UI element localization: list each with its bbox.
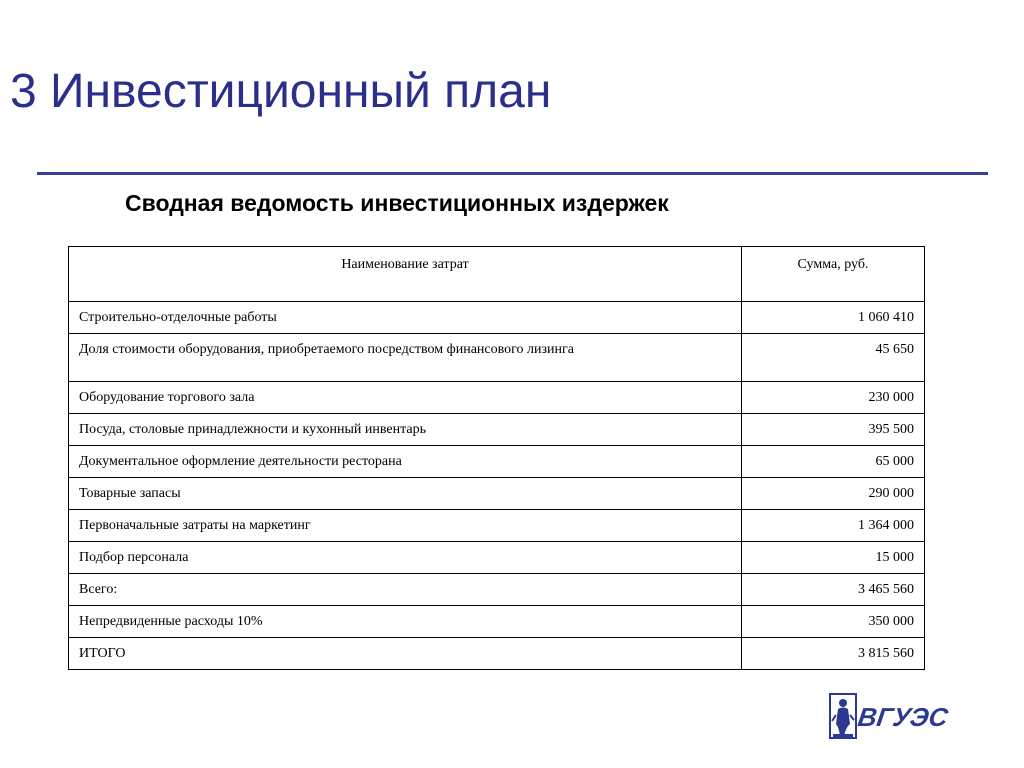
title-divider [37, 172, 988, 175]
table-row [69, 334, 925, 382]
amount-cell: 45 650 [742, 334, 925, 382]
cost-name-cell: Первоначальные затраты на маркетинг [69, 510, 742, 542]
subtotal-row [69, 574, 925, 606]
table-header-row [69, 247, 925, 302]
amount-cell: 1 060 410 [742, 302, 925, 334]
investment-costs-table [68, 246, 925, 670]
cost-name-cell: Строительно-отделочные работы [69, 302, 742, 334]
amount-cell: 1 364 000 [742, 510, 925, 542]
table-row [69, 510, 925, 542]
slide-title: 3 Инвестиционный план [10, 65, 552, 118]
table-row [69, 606, 925, 638]
cost-name-cell: Всего: [69, 574, 742, 606]
cost-name-cell: Оборудование торгового зала [69, 382, 742, 414]
cost-name-cell: Документальное оформление деятельности ресторана [69, 446, 742, 478]
header-amount: Сумма, руб. [742, 247, 925, 302]
cost-name-cell: ИТОГО [69, 638, 742, 670]
table-row [69, 382, 925, 414]
amount-cell: 3 815 560 [742, 638, 925, 670]
table-row [69, 302, 925, 334]
cost-name-cell: Товарные запасы [69, 478, 742, 510]
total-row [69, 638, 925, 670]
cost-name-cell: Непредвиденные расходы 10% [69, 606, 742, 638]
table-row [69, 478, 925, 510]
table-row [69, 542, 925, 574]
vgues-logo [828, 690, 956, 742]
cost-name-cell: Подбор персонала [69, 542, 742, 574]
table-row [69, 414, 925, 446]
amount-cell: 65 000 [742, 446, 925, 478]
cost-name-cell: Доля стоимости оборудования, приобретаемого посредством финансового лизинга [69, 334, 742, 382]
amount-cell: 230 000 [742, 382, 925, 414]
amount-cell: 350 000 [742, 606, 925, 638]
table-caption: Сводная ведомость инвестиционных издержек [125, 190, 669, 216]
logo-text: ВГУЭС [856, 702, 950, 732]
amount-cell: 3 465 560 [742, 574, 925, 606]
university-emblem-icon [830, 694, 856, 738]
header-cost-name: Наименование затрат [69, 247, 742, 302]
cost-name-cell: Посуда, столовые принадлежности и кухонный инвентарь [69, 414, 742, 446]
amount-cell: 290 000 [742, 478, 925, 510]
amount-cell: 395 500 [742, 414, 925, 446]
amount-cell: 15 000 [742, 542, 925, 574]
table-row [69, 446, 925, 478]
